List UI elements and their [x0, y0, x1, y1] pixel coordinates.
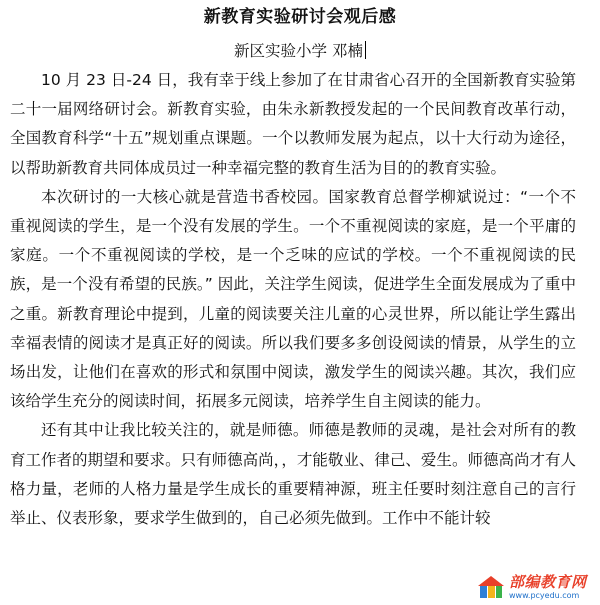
paragraph-1: 10 月 23 日-24 日，我有幸于线上参加了在甘肃省心召开的全国新教育实验第二十一届网络研讨会。新教育实验，由朱永新教授发起的一个民间教育改革行动，全国教育科学“十五”规划重点课题。一个以教师发展为起点，以十大行动为途径，以帮助新教育共同体成员过一种幸福完整的教育生活为目的的教育实验。 [10, 71, 576, 177]
paragraph-2: 本次研讨的一大核心就是营造书香校园。国家教育总督学柳斌说过：“一个不重视阅读的学生，是一个没有发展的学生。一个不重视阅读的家庭，是一个平庸的家庭。一个不重视阅读的学校，是一个乏味的应试的学校。一个不重视阅读的民族，是一个没有希望的民族。” 因此，关注学生阅读，促进学生全面发展成为了重中之重。新教育理论中提到，儿童的阅读要关注儿童的心灵世界，所以能让学生露出幸福表情的阅读才是真正好的阅读。所以我们要多多创设阅读的情景，从学生的立场出发，让他们在喜欢的形式和氛围中阅读，激发学生的阅读兴趣。其次，我们应该给学生充分的阅读时间，拓展多元阅读，培养学生自主阅读的能力。 [10, 187, 576, 411]
watermark-url: www.pcyedu.com [509, 590, 580, 600]
author-byline [0, 40, 600, 62]
text-cursor [365, 41, 366, 59]
document-body [10, 66, 576, 533]
byline-text: 新区实验小学 邓楠 [234, 42, 363, 60]
document-title: 新教育实验研讨会观后感 [203, 7, 397, 27]
paragraph-3: 还有其中让我比较关注的，就是师德。师德是教师的灵魂，是社会对所有的教育工作者的期望和要求。只有师德高尚，，才能敬业、律己、爱生。师德高尚才有人格力量，老师的人格力量是学生成长的重要精神源，班主任要时刻注意自己的言行举止、仪表形象，要求学生做到的，自己必须先做到。工作中不能计较 [10, 421, 576, 528]
watermark-text [509, 574, 587, 601]
watermark-logo-icon [476, 572, 506, 602]
site-watermark [476, 569, 598, 605]
watermark-name: 部编教育网 [509, 572, 587, 591]
